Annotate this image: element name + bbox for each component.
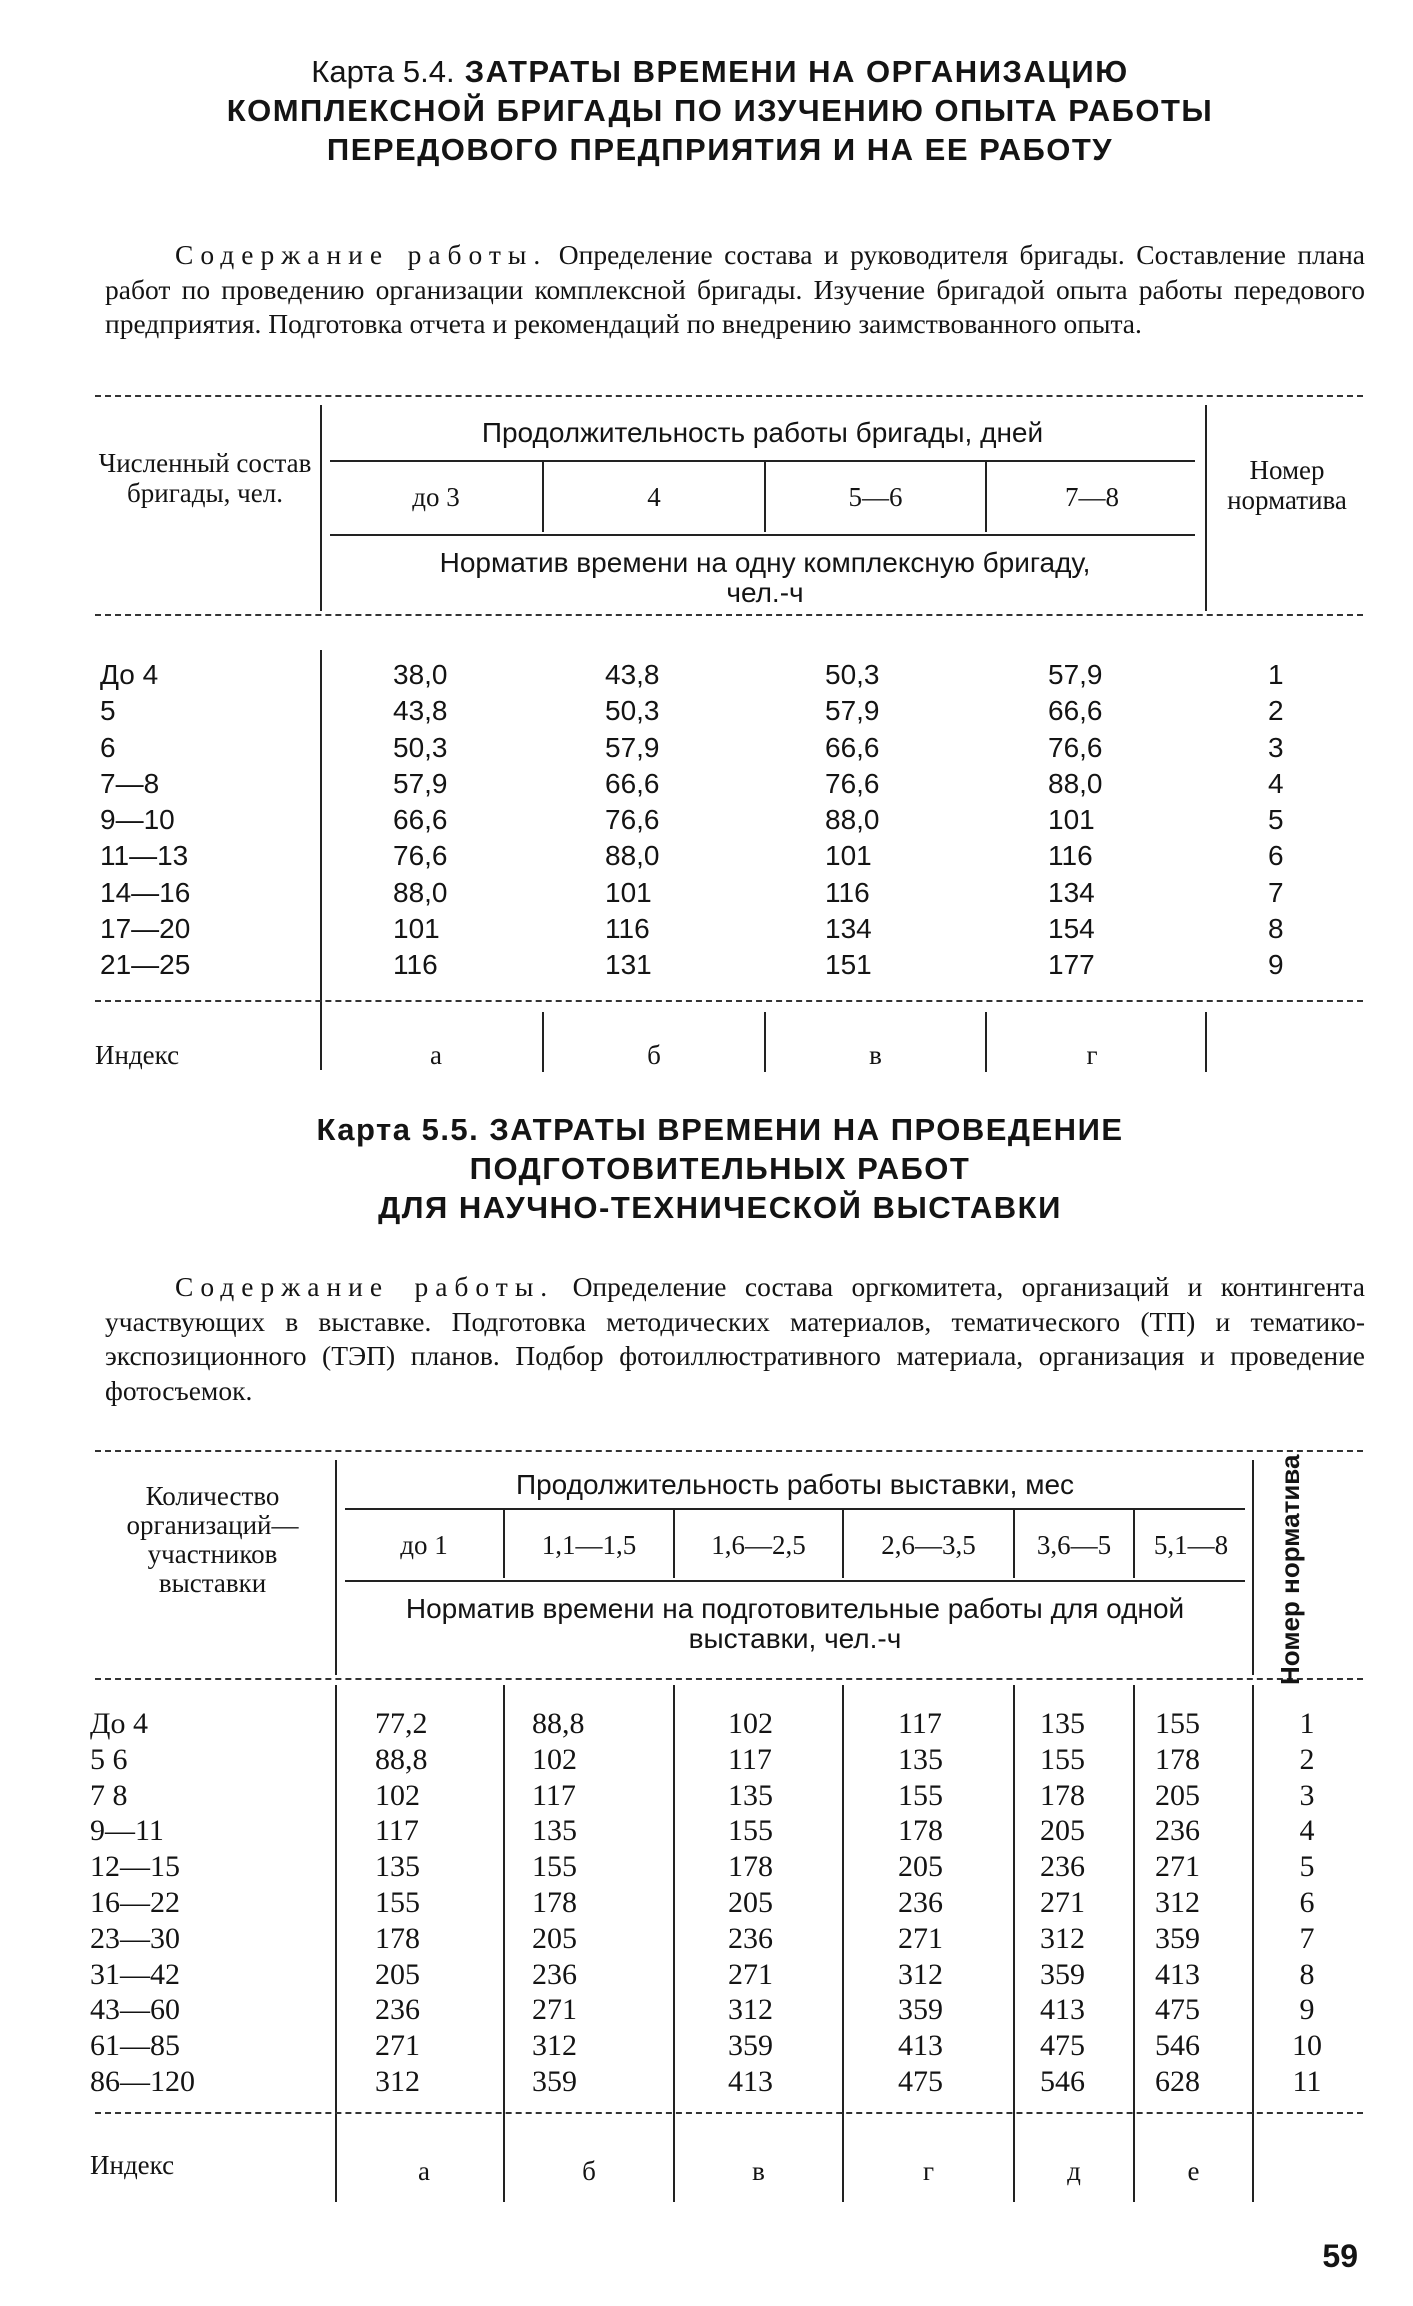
table2-vline-body-num xyxy=(1252,1685,1254,2140)
table1-rows-stub: До 4 5 6 7—8 9—10 11—13 14—16 17—20 21—25 xyxy=(100,659,191,981)
table1-index-v: в xyxy=(869,1040,882,1070)
table1-col-a: 38,0 43,8 50,3 57,9 66,6 76,6 88,0 101 116 xyxy=(393,659,448,981)
table2-duration-col-1: до 1 xyxy=(400,1530,448,1560)
table2-vline-body-5 xyxy=(1133,1685,1135,2140)
table1-header-rule xyxy=(95,614,1363,616)
card-5-5-title-line3: ДЛЯ НАУЧНО-ТЕХНИЧЕСКОЙ ВЫСТАВКИ xyxy=(378,1190,1062,1225)
table2-number-header: Номер норматива xyxy=(1275,1454,1305,1685)
table1-vline-stub xyxy=(320,405,322,611)
card-5-4-title-line3: ПЕРЕДОВОГО ПРЕДПРИЯТИЯ И НА ЕЕ РАБОТУ xyxy=(326,132,1114,167)
table1-duration-col-1: до 3 xyxy=(412,482,460,512)
table2-col-d: 135 155 178 205 236 271 312 359 413 475 546 xyxy=(1040,1707,1085,2098)
table2-duration-col-2: 1,1—1,5 xyxy=(541,1530,637,1560)
table2-rows-stub: До 4 5 6 7 8 9—11 12—15 16—22 23—30 31—42 43—60 61—85 86—120 xyxy=(90,1707,195,2098)
card-5-5-content-text: Определение состава оргкомитета, организаций и контингента участвующих в выставке. Подготовка методических материалов, тематического (ТП) и тематико-экспозиционного (ТЭП) планов. Подбор фотоиллюстративного материала, организация и проведение фотосъемок. xyxy=(105,1271,1365,1406)
table2-rule-sub1 xyxy=(345,1508,1245,1510)
table1-col-g: 57,9 66,6 76,6 88,0 101 116 134 154 177 xyxy=(1048,659,1103,981)
table1-vline-idx4 xyxy=(1205,1012,1207,1072)
table1-col-b: 43,8 50,3 57,9 66,6 76,6 88,0 101 116 131 xyxy=(605,659,660,981)
table2-index-label: Индекс xyxy=(90,2150,175,2180)
table1-number-header: Номер норматива xyxy=(1227,455,1347,515)
table2-duration-col-5: 3,6—5 xyxy=(1036,1530,1112,1560)
table1-bottom-rule xyxy=(95,1000,1363,1002)
table1-duration-header: Продолжительность работы бригады, дней xyxy=(481,417,1044,448)
table2-norm-header: Норматив времени на подготовительные работы для одной выставки, чел.-ч xyxy=(405,1593,1185,1654)
card-5-5-title xyxy=(80,1110,1360,1227)
card-5-5-content-lead: Содержание работы. xyxy=(175,1271,555,1302)
table2-vline-body-stub xyxy=(335,1685,337,2140)
card-5-4-content-text: Определение состава и руководителя бригады. Составление плана работ по проведению организации комплексной бригады. Изучение бригадой опыта работы передового предприятия. Подготовка отчета и рекомендаций по внедрению заимствованного опыта. xyxy=(105,239,1365,339)
table2-col-v: 102 117 135 155 178 205 236 271 312 359 413 xyxy=(728,1707,773,2098)
table1-index-a: а xyxy=(430,1040,442,1070)
table2-duration-col-4: 2,6—3,5 xyxy=(881,1530,976,1560)
table2-index-d: д xyxy=(1067,2156,1081,2186)
page-number: 59 xyxy=(1322,2238,1358,2274)
table1-vline-body-stub xyxy=(320,650,322,1070)
table2-vline-idx6 xyxy=(1252,2122,1254,2202)
table2-duration-col-3: 1,6—2,5 xyxy=(711,1530,806,1560)
table2-col-a: 77,2 88,8 102 117 135 155 178 205 236 271 312 xyxy=(375,1707,428,2098)
table2-index-e: е xyxy=(1187,2156,1200,2186)
table2-stub-header: Количество организаций—участников выставки xyxy=(126,1481,299,1598)
table2-vline-stub xyxy=(335,1460,337,1675)
table1-rule-sub2 xyxy=(330,534,1195,536)
table2-vline-body-4 xyxy=(1013,1685,1015,2140)
table1-rule-sub1 xyxy=(330,460,1195,462)
table1-duration-col-4: 7—8 xyxy=(1065,482,1119,512)
table2-vline-body-3 xyxy=(842,1685,844,2140)
table2-vline-body-2 xyxy=(673,1685,675,2140)
card-5-5-title-line2: ПОДГОТОВИТЕЛЬНЫХ РАБОТ xyxy=(469,1151,971,1186)
table2-duration-col-6: 5,1—8 xyxy=(1153,1530,1229,1560)
table2-col-g: 117 135 155 178 205 236 271 312 359 413 475 xyxy=(898,1707,943,2098)
table2-vline-body-1 xyxy=(503,1685,505,2140)
card-5-4-content-lead: Содержание работы. xyxy=(175,239,548,270)
table1-duration-col-2: 4 xyxy=(647,482,661,512)
card-5-5-content xyxy=(105,1270,1365,1408)
table1-index-b: б xyxy=(647,1040,661,1070)
table2-duration-header: Продолжительность работы выставки, мес xyxy=(515,1469,1075,1500)
card-5-4-number: Карта 5.4. xyxy=(311,54,455,89)
card-5-4-content xyxy=(105,238,1365,342)
table1-index-g: г xyxy=(1086,1040,1098,1070)
table1-norm-header: Норматив времени на одну комплексную бригаду, чел.-ч xyxy=(439,547,1091,608)
table1-top-rule xyxy=(95,395,1363,397)
table2-col-num: 1 2 3 4 5 6 7 8 9 10 11 xyxy=(1292,1707,1322,2098)
table1-stub-header: Численный состав бригады, чел. xyxy=(98,448,312,508)
table2-index-v: в xyxy=(752,2156,765,2186)
table2-top-rule xyxy=(95,1450,1363,1452)
table2-col-e: 155 178 205 236 271 312 359 413 475 546 628 xyxy=(1155,1707,1200,2098)
card-5-4-title xyxy=(80,52,1360,169)
table2-rule-sub2 xyxy=(345,1580,1245,1582)
table2-index-a: а xyxy=(418,2156,430,2186)
table1-col-num: 1 2 3 4 5 6 7 8 9 xyxy=(1268,659,1284,981)
table1-duration-col-3: 5—6 xyxy=(848,482,903,512)
table1-col-v: 50,3 57,9 66,6 76,6 88,0 101 116 134 151 xyxy=(825,659,880,981)
card-5-5-title-line1: Карта 5.5. ЗАТРАТЫ ВРЕМЕНИ НА ПРОВЕДЕНИЕ xyxy=(316,1112,1124,1147)
table2-vline-idx0 xyxy=(335,2122,337,2202)
table1-index-label: Индекс xyxy=(95,1040,180,1070)
table2-index-g: г xyxy=(922,2156,935,2186)
table2-col-b: 88,8 102 117 135 155 178 205 236 271 312 359 xyxy=(532,1707,585,2098)
table2-header-rule xyxy=(95,1678,1363,1680)
table2-index-b: б xyxy=(582,2156,596,2186)
table2-bottom-rule xyxy=(95,2112,1363,2114)
table2-vline-num xyxy=(1252,1460,1254,1675)
card-5-4-title-line2: КОМПЛЕКСНОЙ БРИГАДЫ ПО ИЗУЧЕНИЮ ОПЫТА РАБОТЫ xyxy=(226,93,1214,128)
table1-vline-num xyxy=(1205,405,1207,611)
card-5-4-title-line1: ЗАТРАТЫ ВРЕМЕНИ НА ОРГАНИЗАЦИЮ xyxy=(464,54,1129,89)
